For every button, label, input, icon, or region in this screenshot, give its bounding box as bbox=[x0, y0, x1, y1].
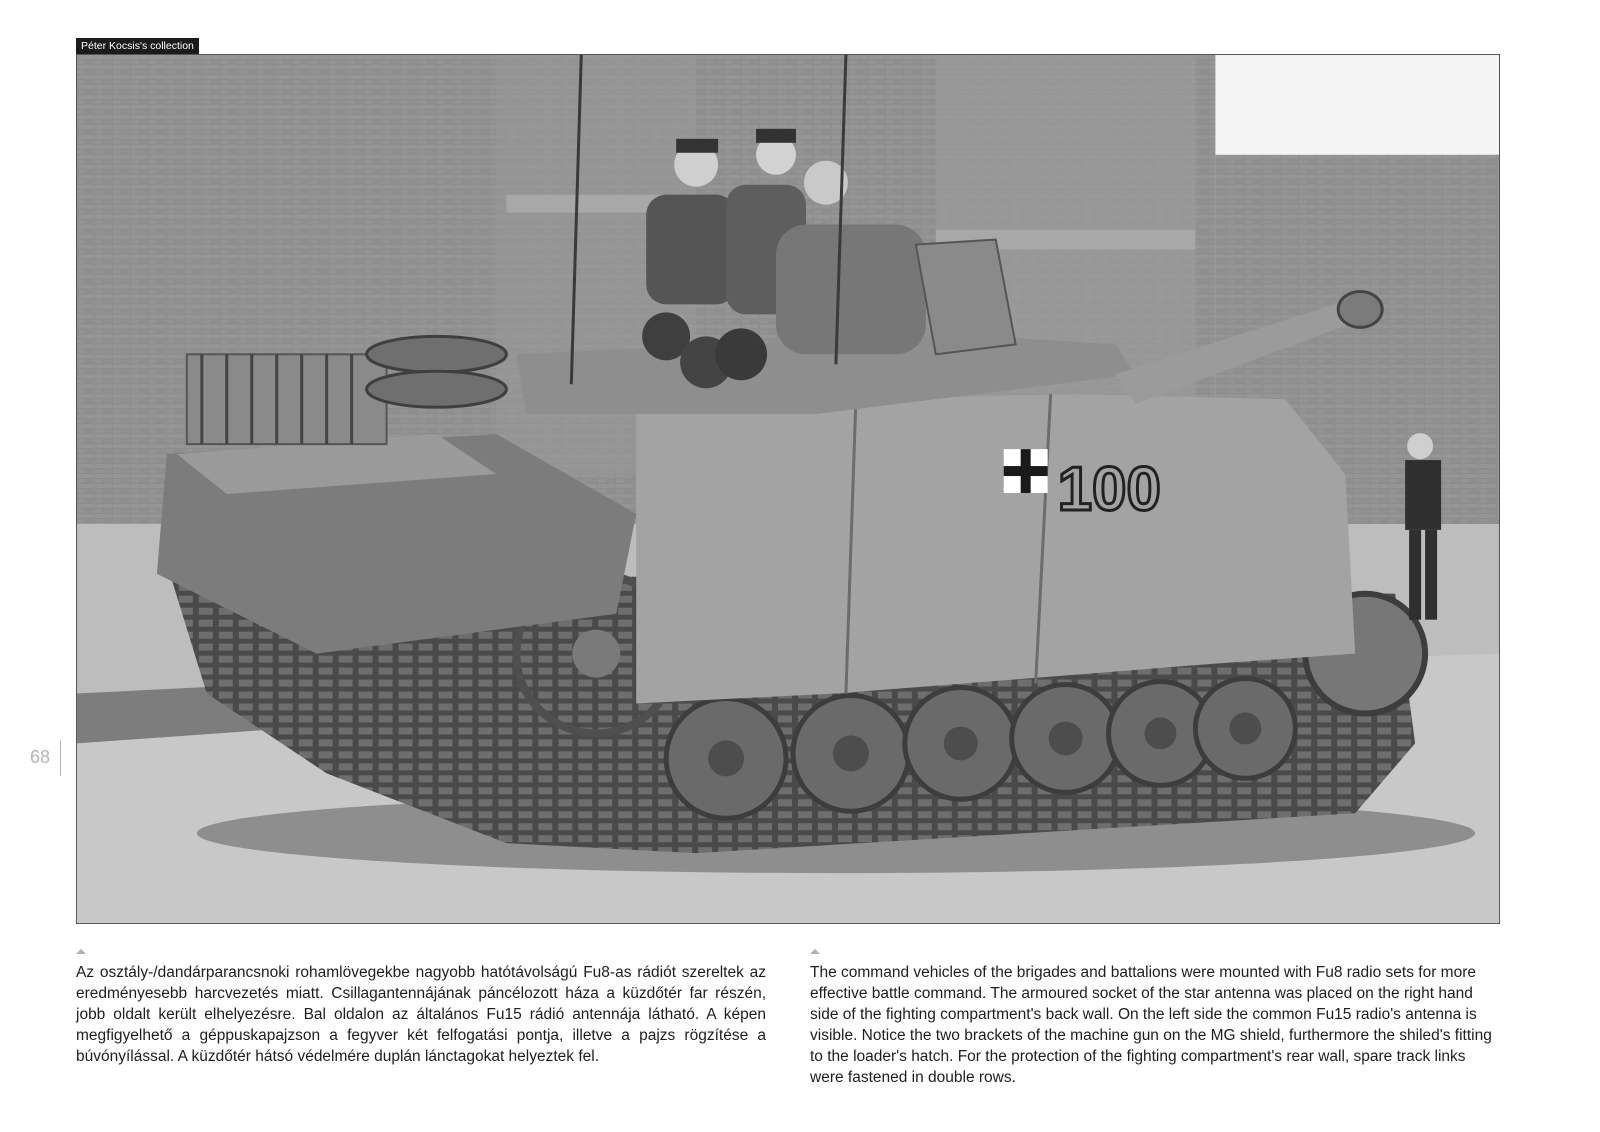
balkenkreuz-marking bbox=[1004, 449, 1048, 493]
photo-credit: Péter Kocsis's collection bbox=[76, 38, 199, 54]
caption-marker-icon bbox=[810, 949, 820, 954]
page-number-rule bbox=[60, 740, 61, 776]
photograph bbox=[76, 54, 1500, 924]
helmet bbox=[715, 328, 767, 380]
tank-photograph bbox=[77, 55, 1499, 923]
caption-marker-icon bbox=[76, 949, 86, 954]
page-number: 68 bbox=[30, 747, 51, 767]
muzzle-brake bbox=[1338, 291, 1382, 327]
side-skirt bbox=[636, 394, 1355, 703]
hull-number: 100 bbox=[1057, 454, 1161, 524]
caption-hungarian: Az osztály-/dandárparancsnoki rohamlövegekbe nagyobb hatótávolságú Fu8-as rádiót szereltek az eredményesebb harcvezetés miatt. Csillagantennájának páncélozott háza a küzdőtér far részén, jobb oldalt került elhelyezésre. Bal oldalon az általános Fu15 rádió antennája látható. A képen megfigyelhető a géppuskapajzson a fegyver két felfogatási pontja, illetve a pajzs rögzítése a búvónyílással. A küzdőtér hátsó védelmére duplán lánctagokat helyeztek fel. bbox=[76, 964, 766, 1065]
caption-english: The command vehicles of the brigades and battalions were mounted with Fu8 radio sets for more effective battle command. The armoured socket of the star antenna was placed on the right hand side of the fighting compartment's back wall. On the left side the common Fu15 radio's antenna is visible. Notice the two brackets of the machine gun on the MG shield, furthermore the shiled's fitting to the loader's hatch. For the protection of the fighting compartment's rear wall, spare track links were fastened in double rows. bbox=[810, 964, 1492, 1086]
